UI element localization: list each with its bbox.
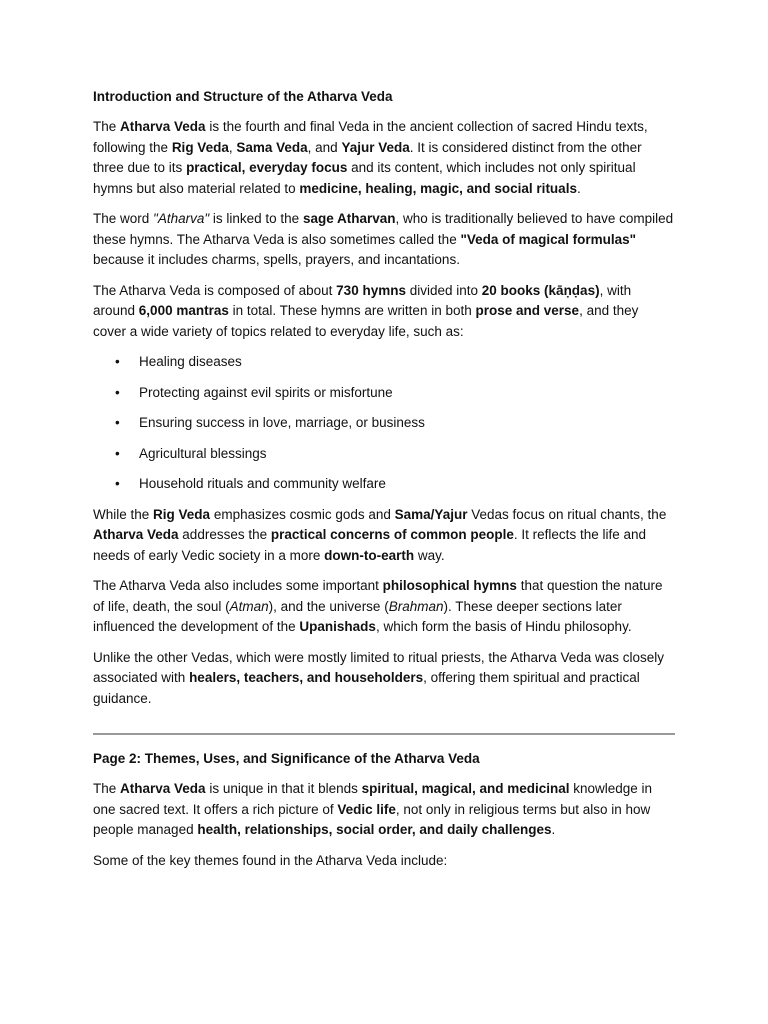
paragraph-uniqueness: The Atharva Veda is unique in that it blends spiritual, magical, and medicinal knowledge in one sacred text. It offers a rich picture of Vedic life, not only in religious terms but also in how people managed health, relationships, social order, and daily challenges.	[93, 781, 653, 837]
list-item: • Healing diseases	[93, 352, 675, 372]
bullet-icon: •	[115, 384, 120, 400]
section-divider	[93, 733, 675, 735]
section-heading-page2: Page 2: Themes, Uses, and Significance of the Atharva Veda	[93, 751, 480, 766]
paragraph-name-origin: The word "Atharva" is linked to the sage Atharvan, who is traditionally believed to have compiled these hymns. The Atharva Veda is also sometimes called the "Veda of magical formulas" because it includes charms, spells, prayers, and incantations.	[93, 211, 674, 267]
paragraph-composition: The Atharva Veda is composed of about 730 hymns divided into 20 books (kāṇḍas), with around 6,000 mantras in total. These hymns are written in both prose and verse, and they cover a wide variety of topics related to everyday life, such as:	[93, 282, 639, 339]
list-item: • Protecting against evil spirits or misfortune	[93, 383, 675, 403]
bullet-icon: •	[115, 354, 120, 369]
topics-list	[93, 352, 675, 494]
paragraph-comparison: While the Rig Veda emphasizes cosmic gods and Sama/Yajur Vedas focus on ritual chants, the Atharva Veda addresses the practical concerns of common people. It reflects the life and needs of early Vedic society in a more down-to-earth way.	[93, 506, 667, 563]
section-heading-intro: Introduction and Structure of the Atharva Veda	[93, 89, 393, 104]
list-item: • Agricultural blessings	[93, 444, 675, 464]
paragraph-intro: The Atharva Veda is the fourth and final Veda in the ancient collection of sacred Hindu texts, following the Rig Veda, Sama Veda, and Yajur Veda. It is considered distinct from the other three due to its practical, everyday focus and its content, which includes not only spiritual hymns but also material related to medicine, healing, magic, and social rituals.	[93, 119, 648, 196]
bullet-icon: •	[115, 445, 120, 461]
paragraph-association: Unlike the other Vedas, which were mostly limited to ritual priests, the Atharva Veda was closely associated with healers, teachers, and householders, offering them spiritual and practical guidance.	[93, 649, 665, 706]
bullet-icon: •	[115, 415, 120, 430]
list-item: • Ensuring success in love, marriage, or business	[93, 413, 675, 433]
bullet-icon: •	[115, 476, 120, 491]
paragraph-themes-intro: Some of the key themes found in the Atharva Veda include:	[93, 852, 448, 868]
list-item: • Household rituals and community welfare	[93, 474, 675, 494]
paragraph-philosophy: The Atharva Veda also includes some important philosophical hymns that question the nature of life, death, the soul (Atman), and the universe (Brahman). These deeper sections later influenced the development of the Upanishads, which form the basis of Hindu philosophy.	[93, 578, 663, 634]
